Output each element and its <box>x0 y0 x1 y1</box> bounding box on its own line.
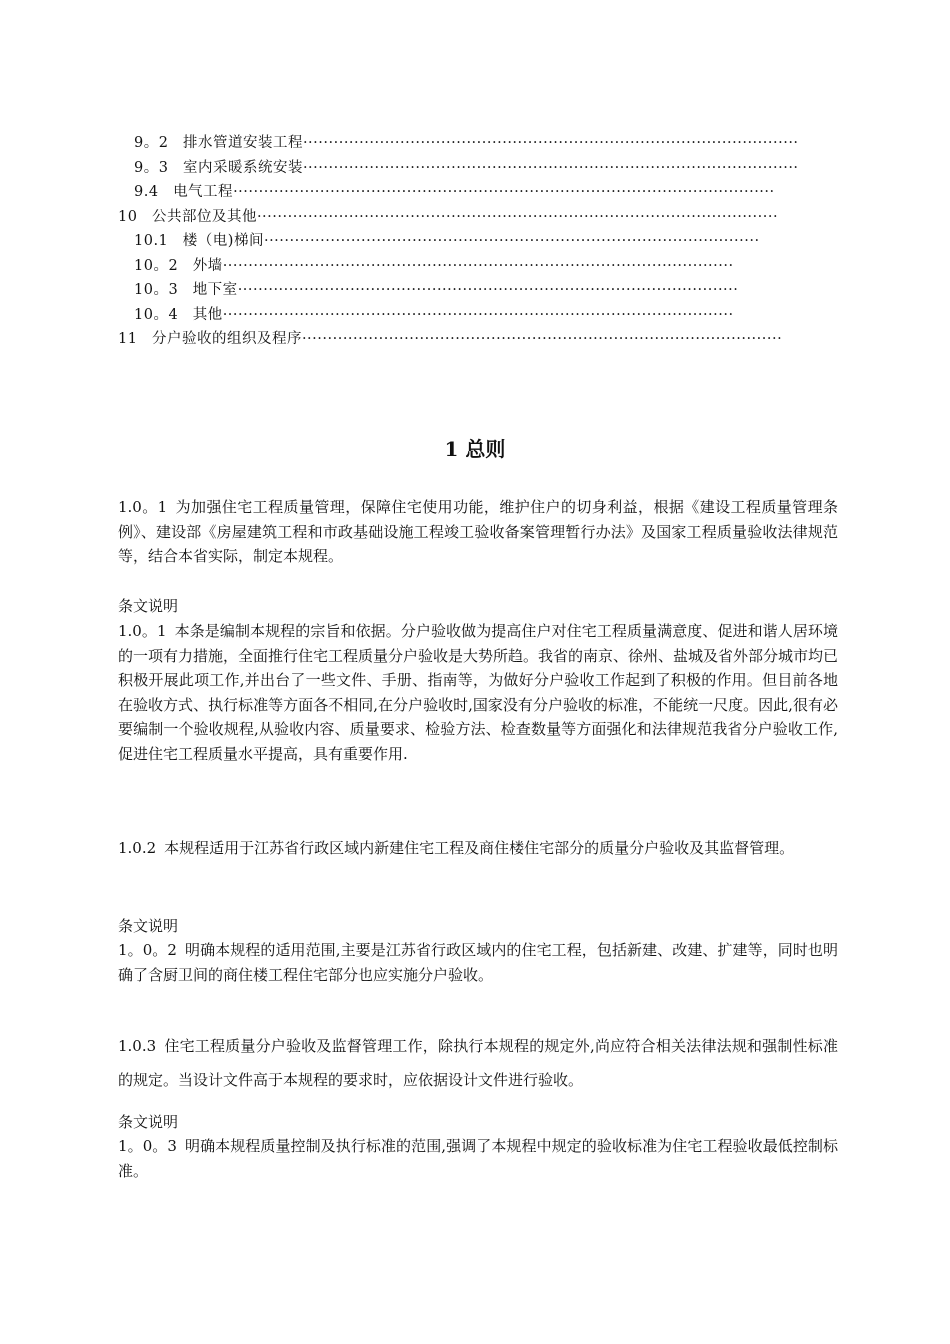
toc-title: 其他 <box>192 306 223 323</box>
toc-number: 11 <box>118 331 138 347</box>
toc-title: 排水管道安装工程 <box>182 135 303 151</box>
toc-title: 分户验收的组织及程序 <box>151 331 302 347</box>
toc-title: 外墙 <box>192 257 223 274</box>
toc-entry[interactable] <box>118 254 818 279</box>
notes-label: 条文说明 <box>118 917 179 935</box>
clause <box>118 832 838 864</box>
note-number: 1。0。2 <box>118 941 177 959</box>
toc-entry[interactable] <box>118 180 818 205</box>
toc-entry[interactable] <box>118 205 818 230</box>
note <box>118 1134 838 1183</box>
toc-number: 10。2 <box>134 257 179 274</box>
toc-entry[interactable] <box>118 303 818 328</box>
toc-leader: ································································································· <box>302 159 799 176</box>
clause-number: 1.0。1 <box>118 498 168 516</box>
note <box>118 938 838 987</box>
table-of-contents <box>118 131 818 352</box>
note-text: 明确本规程的适用范围,主要是江苏省行政区域内的住宅工程，包括新建、改建、扩建等，同时也明确了含厨卫间的商住楼工程住宅部分也应实施分户验收。 <box>118 941 838 984</box>
toc-number: 9。2 <box>134 135 169 151</box>
notes-label: 条文说明 <box>118 1113 179 1131</box>
toc-title: 楼（电)梯间 <box>182 233 264 249</box>
clause <box>118 495 838 569</box>
note-number: 1。0。3 <box>118 1137 177 1155</box>
toc-leader: ···································································································· <box>222 306 734 323</box>
toc-title: 公共部位及其他 <box>151 208 257 225</box>
note-text: 本条是编制本规程的宗旨和依据。分户验收做为提高住户对住宅工程质量满意度、促进和谐人居环境的一项有力措施，全面推行住宅工程质量分户验收是大势所趋。我省的南京、徐州、盐城及省外部分城市均已积极开展此项工作,并出台了一些文件、手册、指南等，为做好分户验收工作起到了积极的作用。但目前各地在验收方式、执行标准等方面各不相同,在分户验收时,国家没有分户验收的标准，不能统一尺度。因此,很有必要编制一个验收规程,从验收内容、质量要求、检验方法、检查数量等方面强化和法律规范我省分户验收工作,促进住宅工程质量水平提高，具有重要作用. <box>118 622 839 763</box>
note-text: 明确本规程质量控制及执行标准的范围,强调了本规程中规定的验收标准为住宅工程验收最低控制标准。 <box>118 1137 838 1180</box>
toc-title: 室内采暖系统安装 <box>182 159 303 176</box>
toc-number: 10.1 <box>134 233 169 249</box>
toc-entry[interactable] <box>118 156 818 181</box>
toc-leader: ······························································································ <box>301 331 783 347</box>
toc-title: 电气工程 <box>173 184 234 200</box>
toc-leader: ·········································································································· <box>233 184 775 200</box>
toc-leader: ······································································································ <box>256 208 779 225</box>
toc-number: 9.4 <box>134 184 159 200</box>
clause-number: 1.0.3 <box>118 1037 157 1055</box>
clause-text: 本规程适用于江苏省行政区域内新建住宅工程及商住楼住宅部分的质量分户验收及其监督管理。 <box>164 839 795 857</box>
toc-number: 10。4 <box>134 306 179 323</box>
clause-number: 1.0.2 <box>118 839 157 857</box>
note <box>118 619 838 767</box>
toc-leader: ································································································· <box>263 233 760 249</box>
toc-entry[interactable] <box>118 131 818 156</box>
toc-leader: ································································································· <box>302 135 799 151</box>
toc-number: 9。3 <box>134 159 169 176</box>
clause-text: 为加强住宅工程质量管理，保障住宅使用功能，维护住户的切身利益，根据《建设工程质量管理条例》、建设部《房屋建筑工程和市政基础设施工程竣工验收备案管理暂行办法》及国家工程质量验收法律规范等，结合本省实际，制定本规程。 <box>118 498 838 566</box>
toc-entry[interactable] <box>118 278 818 303</box>
toc-number: 10。3 <box>134 282 179 298</box>
toc-entry[interactable] <box>118 229 818 254</box>
toc-entry[interactable] <box>118 327 818 352</box>
toc-number: 10 <box>118 208 138 225</box>
notes-label: 条文说明 <box>118 597 179 615</box>
toc-title: 地下室 <box>192 282 238 298</box>
section-title: 1 总则 <box>444 437 506 461</box>
toc-leader: ···································································································· <box>222 257 734 274</box>
note-number: 1.0。1 <box>118 622 167 640</box>
clause-text: 住宅工程质量分户验收及监督管理工作，除执行本规程的规定外,尚应符合相关法律法规和强制性标准的规定。当设计文件高于本规程的要求时，应依据设计文件进行验收。 <box>118 1037 838 1089</box>
clause <box>118 1029 838 1097</box>
toc-leader: ·································································································· <box>237 282 739 298</box>
